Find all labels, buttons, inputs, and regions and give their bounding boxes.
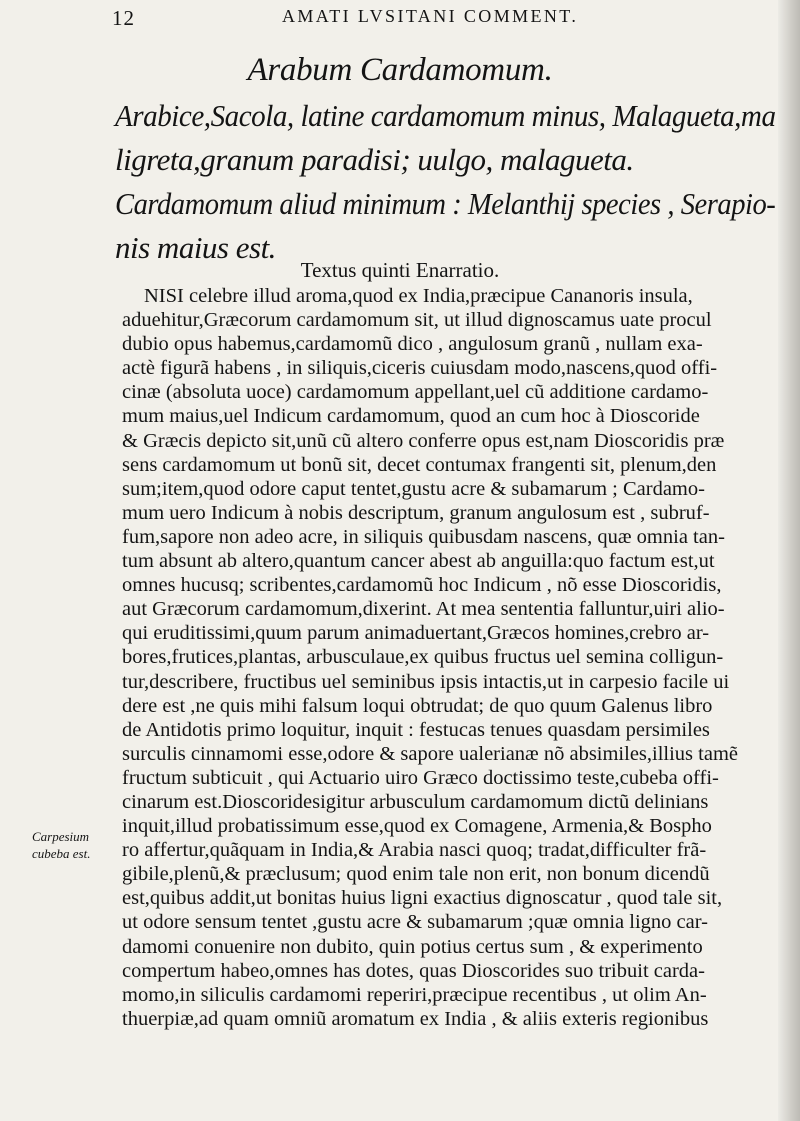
body-line: thuerpiæ,ad quam omniũ aromatum ex India , & aliis exteris regionibus <box>122 1007 709 1030</box>
margin-note-line: Carpesium <box>32 829 90 844</box>
body-line: tum absunt ab altero,quantum cancer abest ab anguilla:quo factum est,ut <box>122 550 715 573</box>
body-line: dere est ,ne quis mihi falsum loqui obtrudat; de quo quum Galenus libro <box>122 694 713 717</box>
body-line: est,quibus addit,ut bonitas huius ligni exactius dignoscatur , quod tale sit, <box>122 887 723 910</box>
chapter-heading: Arabum Cardamomum. <box>247 52 553 88</box>
body-line: gibile,plenũ,& præclusum; quod enim tale non erit, non bonum dicendũ <box>122 863 710 886</box>
body-line: ut odore sensum tentet ,gustu acre & subamarum ;quæ omnia ligno car- <box>122 911 708 934</box>
body-line: sum;item,quod odore caput tentet,gustu acre & subamarum ; Cardamo- <box>122 477 705 500</box>
synonyms-block <box>115 94 775 270</box>
synonym-line: Cardamomum aliud minimum : Melanthij species , Serapio- <box>115 186 776 221</box>
body-line: mum maius,uel Indicum cardamomum, quod an cum hoc à Dioscoride <box>122 405 700 428</box>
body-line: damomi conuenire non dubito, quin potius certus sum , & experimento <box>122 935 703 958</box>
running-head-title: AMATI LVSITANI COMMENT. <box>282 6 579 26</box>
body-line: & Græcis depicto sit,unũ cũ altero conferre opus est,nam Dioscoridis præ <box>122 429 725 452</box>
running-head <box>112 4 672 28</box>
body-line: qui eruditissimi,quum parum animaduertant,Græcos homines,crebro ar- <box>122 622 710 645</box>
body-text <box>122 284 782 1031</box>
body-line: cinarum est.Dioscoridesigitur arbusculum cardamomum dictũ delinians <box>122 790 709 813</box>
body-line: aut Græcorum cardamomum,dixerint. At mea sententia falluntur,uiri alio- <box>122 598 725 621</box>
body-line: mum uero Indicum à nobis descriptum, granum angulosum est , subruf- <box>122 501 710 524</box>
body-line: bores,frutices,plantas, arbusculaue,ex quibus fructus uel semina colligun- <box>122 646 724 669</box>
body-line: sens cardamomum ut bonũ sit, decet contumax frangenti sit, plenum,den <box>122 453 717 476</box>
body-line: cinæ (absoluta uoce) cardamomum appellant,uel cũ additione cardamo- <box>122 381 709 404</box>
body-line: momo,in siliculis cardamomi reperiri,præcipue recentibus , ut olim An- <box>122 983 707 1006</box>
body-line: compertum habeo,omnes has dotes, quas Dioscorides suo tribuit carda- <box>122 959 705 982</box>
body-line: fructum subticuit , qui Actuario uiro Græco doctissimo teste,cubeba offi- <box>122 766 719 789</box>
body-line: aduehitur,Græcorum cardamomum sit, ut illud dignoscamus uate procul <box>122 309 712 332</box>
margin-note <box>32 828 117 862</box>
body-line: de Antidotis primo loquitur, inquit : festucas tenues quasdam persimiles <box>122 718 710 741</box>
body-line: fum,sapore non adeo acre, in siliquis quibusdam nascens, quæ omnia tan- <box>122 525 725 548</box>
body-line: tur,describere, fructibus uel seminibus ipsis intactis,ut in carpesio facile ui <box>122 670 730 693</box>
body-line: surculis cinnamomi esse,odore & sapore ualerianæ nõ absimiles,illius tamẽ <box>122 742 739 765</box>
body-line: dubio opus habemus,cardamomũ dico , angulosum granũ , nullam exa- <box>122 333 703 356</box>
synonym-line: Arabice,Sacola, latine cardamomum minus, Malagueta,ma <box>115 98 776 133</box>
body-line: inquit,illud probatissimum esse,quod ex Comagene, Armenia,& Bospho <box>122 815 712 838</box>
margin-note-line: cubeba est. <box>32 846 91 861</box>
body-line: NISI celebre illud aroma,quod ex India,præcipue Cananoris insula, <box>144 285 693 307</box>
body-line: actè figurã habens , in siliquis,ciceris cuiusdam modo,nascens,quod offi- <box>122 357 718 380</box>
body-line: omnes hucusq; scribentes,cardamomũ hoc Indicum , nõ esse Dioscoridis, <box>122 574 722 597</box>
body-line: ro affertur,quãquam in India,& Arabia nasci quoq; tradat,difficulter frã- <box>122 839 707 862</box>
synonym-line: ligreta,granum paradisi; uulgo, malagueta. <box>115 142 634 177</box>
page-number: 12 <box>112 6 135 30</box>
synonym-line: nis maius est. <box>115 230 276 265</box>
section-title: Textus quinti Enarratio. <box>300 258 500 282</box>
